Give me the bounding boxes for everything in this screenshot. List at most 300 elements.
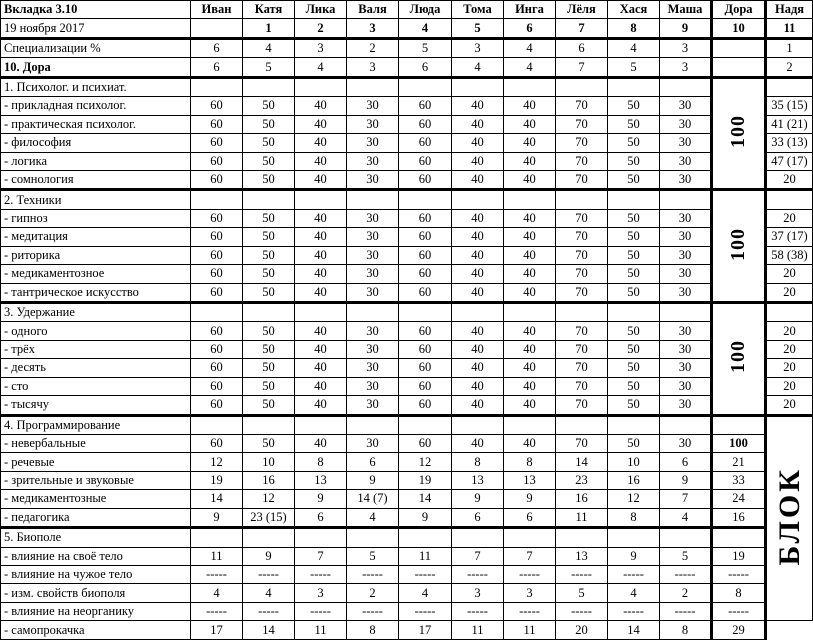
empty-cell — [399, 77, 452, 96]
value-cell: 3 — [347, 58, 399, 77]
value-cell: 40 — [452, 283, 504, 302]
empty-cell — [347, 77, 399, 96]
value-cell: 6 — [191, 58, 243, 77]
section-title: 3. Удержание — [1, 302, 191, 321]
value-cell: 40 — [504, 170, 556, 189]
value-cell: 30 — [660, 209, 712, 227]
value-cell: 70 — [556, 359, 608, 377]
data-row — [1, 97, 813, 115]
value-cell: 14 (7) — [347, 490, 399, 508]
value-cell: 5 — [243, 58, 295, 77]
nadya-value: 47 (17) — [766, 152, 813, 170]
value-cell: 60 — [399, 170, 452, 189]
empty-cell — [660, 77, 712, 96]
value-cell: 40 — [295, 435, 347, 453]
value-cell: 50 — [608, 265, 660, 283]
value-cell: 30 — [347, 246, 399, 264]
empty-cell — [504, 302, 556, 321]
value-cell: 6 — [556, 38, 608, 57]
value-cell: 50 — [243, 246, 295, 264]
value-cell: ----- — [295, 566, 347, 584]
value-cell: 50 — [608, 340, 660, 358]
data-row — [1, 359, 813, 377]
data-row — [1, 490, 813, 508]
header-numbers-row — [1, 19, 813, 38]
value-cell: 60 — [399, 396, 452, 415]
nadya-block-cell — [766, 415, 813, 621]
row-label: - трёх — [1, 340, 191, 358]
empty-cell — [399, 415, 452, 434]
value-cell: 30 — [347, 435, 399, 453]
column-name: Лёля — [556, 1, 608, 19]
value-cell: 60 — [399, 228, 452, 246]
data-row — [1, 621, 813, 640]
value-cell: 70 — [556, 322, 608, 340]
value-cell: 50 — [243, 283, 295, 302]
value-cell: 60 — [399, 209, 452, 227]
nadya-value: 35 (15) — [766, 97, 813, 115]
value-cell: 60 — [191, 377, 243, 395]
column-number: 9 — [660, 19, 712, 38]
column-number: 6 — [504, 19, 556, 38]
value-cell: 40 — [295, 340, 347, 358]
value-cell: 30 — [660, 152, 712, 170]
value-cell: 21 — [712, 453, 766, 471]
nadya-value: 20 — [766, 283, 813, 302]
value-cell: 19 — [399, 471, 452, 489]
value-cell: 1 — [766, 38, 813, 57]
value-cell: ----- — [660, 602, 712, 620]
value-cell: 9 — [243, 547, 295, 565]
value-cell: ----- — [347, 566, 399, 584]
value-cell: 8 — [347, 621, 399, 640]
data-row — [1, 396, 813, 415]
value-cell: ----- — [504, 602, 556, 620]
value-cell: 5 — [608, 58, 660, 77]
value-cell: 50 — [608, 377, 660, 395]
value-cell: 13 — [556, 547, 608, 565]
empty-cell — [766, 302, 813, 321]
value-cell: 13 — [504, 471, 556, 489]
nadya-value: 58 (38) — [766, 246, 813, 264]
value-cell: 40 — [295, 283, 347, 302]
value-cell: 30 — [347, 283, 399, 302]
data-row — [1, 377, 813, 395]
value-cell: ----- — [712, 602, 766, 620]
empty-cell — [608, 77, 660, 96]
column-name: Иван — [191, 1, 243, 19]
value-cell: 60 — [399, 435, 452, 453]
value-cell: 12 — [243, 490, 295, 508]
section-title: 1. Психолог. и психиат. — [1, 77, 191, 96]
empty-cell — [660, 190, 712, 209]
value-cell: 3 — [660, 58, 712, 77]
value-cell: ----- — [243, 566, 295, 584]
data-row — [1, 209, 813, 227]
value-cell: 40 — [504, 265, 556, 283]
row-label: - тантрическое искусство — [1, 283, 191, 302]
value-cell: 60 — [399, 246, 452, 264]
value-cell: 70 — [556, 152, 608, 170]
value-cell: 11 — [295, 621, 347, 640]
data-row — [1, 471, 813, 489]
value-cell: 70 — [556, 435, 608, 453]
empty-cell — [712, 415, 766, 434]
value-cell: 60 — [191, 322, 243, 340]
value-cell: 7 — [504, 547, 556, 565]
section-header-row — [1, 302, 813, 321]
row-label: - невербальные — [1, 435, 191, 453]
empty-cell — [712, 528, 766, 547]
value-cell: 70 — [556, 265, 608, 283]
value-cell: 30 — [660, 97, 712, 115]
value-cell: 40 — [295, 209, 347, 227]
score-100-mark: 100 — [727, 227, 749, 261]
value-cell: 50 — [608, 322, 660, 340]
value-cell: 5 — [556, 584, 608, 602]
value-cell: 6 — [347, 453, 399, 471]
value-cell: 30 — [660, 228, 712, 246]
value-cell: 4 — [452, 58, 504, 77]
section-header-row — [1, 415, 813, 434]
value-cell: 50 — [243, 265, 295, 283]
row-label: - влияние на своё тело — [1, 547, 191, 565]
value-cell: 5 — [399, 38, 452, 57]
data-row — [1, 453, 813, 471]
value-cell: 50 — [608, 359, 660, 377]
empty-cell — [243, 528, 295, 547]
value-cell: 50 — [608, 209, 660, 227]
value-cell: 40 — [295, 377, 347, 395]
value-cell: 30 — [660, 377, 712, 395]
value-cell: 40 — [295, 152, 347, 170]
value-cell: 40 — [295, 115, 347, 133]
value-cell: 60 — [191, 209, 243, 227]
value-cell: 40 — [504, 246, 556, 264]
value-cell: 40 — [452, 170, 504, 189]
value-cell: 7 — [660, 490, 712, 508]
value-cell: 60 — [399, 115, 452, 133]
empty-cell — [452, 77, 504, 96]
data-row — [1, 152, 813, 170]
empty-cell — [766, 190, 813, 209]
data-row — [1, 340, 813, 358]
value-cell: 50 — [243, 435, 295, 453]
column-number — [191, 19, 243, 38]
value-cell: 60 — [191, 152, 243, 170]
value-cell: ----- — [347, 602, 399, 620]
empty-cell — [347, 415, 399, 434]
value-cell: 30 — [660, 265, 712, 283]
value-cell: 10 — [608, 453, 660, 471]
value-cell: 8 — [295, 453, 347, 471]
data-row — [1, 547, 813, 565]
value-cell: 40 — [504, 209, 556, 227]
value-cell: 30 — [347, 97, 399, 115]
row-label: - прикладная психолог. — [1, 97, 191, 115]
value-cell: 3 — [295, 38, 347, 57]
empty-cell — [660, 302, 712, 321]
row-label: - логика — [1, 152, 191, 170]
value-cell: 30 — [347, 265, 399, 283]
value-cell: 40 — [295, 170, 347, 189]
value-cell: 40 — [452, 340, 504, 358]
nadya-value: 20 — [766, 322, 813, 340]
column-number: 5 — [452, 19, 504, 38]
value-cell: 30 — [660, 283, 712, 302]
row-label: - зрительные и звуковые — [1, 471, 191, 489]
value-cell: 40 — [295, 97, 347, 115]
value-cell: 60 — [399, 134, 452, 152]
row-label: - практическая психолог. — [1, 115, 191, 133]
empty-cell — [608, 190, 660, 209]
value-cell: 30 — [660, 134, 712, 152]
value-cell: 16 — [608, 471, 660, 489]
value-cell: 4 — [243, 584, 295, 602]
empty-cell — [347, 302, 399, 321]
value-cell: 40 — [452, 97, 504, 115]
value-cell: 30 — [660, 340, 712, 358]
empty-cell — [556, 528, 608, 547]
value-cell: 8 — [452, 453, 504, 471]
value-cell: 6 — [191, 38, 243, 57]
value-cell: 60 — [399, 97, 452, 115]
value-cell: 60 — [399, 152, 452, 170]
value-cell: 60 — [191, 435, 243, 453]
empty-cell — [556, 415, 608, 434]
value-cell: 30 — [347, 134, 399, 152]
value-cell: 2 — [766, 58, 813, 77]
empty-cell — [608, 528, 660, 547]
value-cell: 8 — [712, 584, 766, 602]
value-cell: 30 — [347, 115, 399, 133]
value-cell: 16 — [243, 471, 295, 489]
empty-cell — [452, 302, 504, 321]
data-row — [1, 508, 813, 527]
value-cell: 50 — [243, 322, 295, 340]
score-100-mark: 100 — [727, 115, 749, 149]
row-label: - сто — [1, 377, 191, 395]
row-label: - самопрокачка — [1, 621, 191, 640]
value-cell: 40 — [452, 359, 504, 377]
value-cell: 3 — [295, 584, 347, 602]
value-cell: 4 — [191, 584, 243, 602]
value-cell: 6 — [295, 508, 347, 527]
specializations-row — [1, 38, 813, 57]
column-number: 1 — [243, 19, 295, 38]
value-cell: 11 — [452, 621, 504, 640]
value-cell: 40 — [452, 435, 504, 453]
row-label: - медитация — [1, 228, 191, 246]
column-number: 8 — [608, 19, 660, 38]
column-name: Инга — [504, 1, 556, 19]
data-row — [1, 435, 813, 453]
value-cell: 60 — [191, 134, 243, 152]
value-cell: ----- — [504, 566, 556, 584]
data-row — [1, 115, 813, 133]
sheet-date: 19 ноября 2017 — [1, 19, 191, 38]
empty-cell — [660, 415, 712, 434]
empty-cell — [452, 190, 504, 209]
data-row — [1, 134, 813, 152]
empty-cell — [399, 190, 452, 209]
value-cell: 50 — [243, 115, 295, 133]
value-cell: 24 — [712, 490, 766, 508]
nadya-value: 33 (13) — [766, 134, 813, 152]
value-cell: 50 — [243, 134, 295, 152]
value-cell: 11 — [191, 547, 243, 565]
value-cell: 20 — [556, 621, 608, 640]
value-cell: 40 — [504, 322, 556, 340]
value-cell: 9 — [608, 547, 660, 565]
value-cell: 40 — [504, 283, 556, 302]
data-row — [1, 602, 813, 620]
value-cell: 40 — [504, 228, 556, 246]
value-cell: 6 — [504, 508, 556, 527]
value-cell: 50 — [608, 170, 660, 189]
value-cell: 60 — [191, 359, 243, 377]
value-cell: 70 — [556, 246, 608, 264]
dora-100-cell — [712, 77, 766, 190]
row-label: - сомнология — [1, 170, 191, 189]
row-label: - изм. свойств биополя — [1, 584, 191, 602]
value-cell: 60 — [399, 340, 452, 358]
value-cell: 40 — [504, 377, 556, 395]
value-cell: 13 — [452, 471, 504, 489]
value-cell: 30 — [347, 209, 399, 227]
row-label: - философия — [1, 134, 191, 152]
value-cell: 23 — [556, 471, 608, 489]
value-cell: 5 — [347, 547, 399, 565]
column-name: Маша — [660, 1, 712, 19]
value-cell: 50 — [243, 396, 295, 415]
value-cell: 30 — [660, 396, 712, 415]
section-title: 5. Биополе — [1, 528, 191, 547]
value-cell: 40 — [452, 115, 504, 133]
value-cell: 40 — [452, 322, 504, 340]
nadya-value: 20 — [766, 265, 813, 283]
section-title: 2. Техники — [1, 190, 191, 209]
value-cell: 60 — [399, 322, 452, 340]
column-name: Лика — [295, 1, 347, 19]
value-cell: 50 — [608, 435, 660, 453]
value-cell: 9 — [452, 490, 504, 508]
value-cell: 4 — [347, 508, 399, 527]
score-100-mark: 100 — [727, 340, 749, 374]
value-cell: 6 — [452, 508, 504, 527]
value-cell: 40 — [504, 152, 556, 170]
value-cell: 30 — [660, 246, 712, 264]
value-cell: 12 — [399, 453, 452, 471]
value-cell: 12 — [608, 490, 660, 508]
row-label: - медикаментозные — [1, 490, 191, 508]
nadya-value: 41 (21) — [766, 115, 813, 133]
value-cell: 40 — [504, 435, 556, 453]
value-cell: ----- — [452, 602, 504, 620]
value-cell: 2 — [347, 38, 399, 57]
column-name: Тома — [452, 1, 504, 19]
row-label: - речевые — [1, 453, 191, 471]
specializations-row-label: Специализации % — [1, 38, 191, 57]
value-cell: 4 — [608, 584, 660, 602]
value-cell: 50 — [243, 228, 295, 246]
empty-cell — [191, 190, 243, 209]
value-cell: ----- — [295, 602, 347, 620]
value-cell: 4 — [295, 58, 347, 77]
value-cell: 3 — [504, 584, 556, 602]
value-cell: 60 — [191, 283, 243, 302]
column-number: 10 — [712, 19, 766, 38]
data-row — [1, 584, 813, 602]
column-name: Люда — [399, 1, 452, 19]
value-cell: 23 (15) — [243, 508, 295, 527]
nadya-value: 20 — [766, 359, 813, 377]
dora-row-label: 10. Дора — [1, 58, 191, 77]
empty-cell — [608, 415, 660, 434]
dora-row — [1, 58, 813, 77]
row-label: - педагогика — [1, 508, 191, 527]
empty-cell — [608, 302, 660, 321]
row-label: - влияние на неорганику — [1, 602, 191, 620]
value-cell: 14 — [399, 490, 452, 508]
block-mark: БЛОК — [773, 467, 806, 566]
value-cell: 7 — [556, 58, 608, 77]
value-cell: 9 — [347, 471, 399, 489]
value-cell: 14 — [608, 621, 660, 640]
empty-cell — [243, 302, 295, 321]
value-cell: ----- — [712, 566, 766, 584]
value-cell: 50 — [243, 377, 295, 395]
value-cell: ----- — [191, 602, 243, 620]
value-cell: 9 — [504, 490, 556, 508]
empty-cell — [660, 528, 712, 547]
section-title: 4. Программирование — [1, 415, 191, 434]
column-number: 11 — [766, 19, 813, 38]
value-cell: 70 — [556, 377, 608, 395]
value-cell: 40 — [504, 396, 556, 415]
value-cell: 4 — [504, 38, 556, 57]
empty-cell — [295, 302, 347, 321]
section-header-row — [1, 77, 813, 96]
row-label: - влияние на чужое тело — [1, 566, 191, 584]
data-row — [1, 283, 813, 302]
value-cell: 4 — [608, 38, 660, 57]
value-cell: 30 — [347, 340, 399, 358]
value-cell: 40 — [452, 396, 504, 415]
value-cell: 9 — [191, 508, 243, 527]
header-names-row — [1, 1, 813, 19]
value-cell: 40 — [452, 265, 504, 283]
value-cell: 70 — [556, 97, 608, 115]
value-cell: ----- — [660, 566, 712, 584]
value-cell: 70 — [556, 115, 608, 133]
value-cell: 50 — [243, 152, 295, 170]
value-cell: 40 — [504, 115, 556, 133]
empty-cell — [504, 415, 556, 434]
row-label: - одного — [1, 322, 191, 340]
empty-cell — [243, 190, 295, 209]
value-cell: 40 — [295, 396, 347, 415]
nadya-value: 37 (17) — [766, 228, 813, 246]
value-cell: ----- — [556, 602, 608, 620]
empty-cell — [556, 77, 608, 96]
value-cell: 60 — [191, 115, 243, 133]
value-cell: 40 — [452, 209, 504, 227]
value-cell: 100 — [712, 435, 766, 453]
value-cell: 6 — [660, 453, 712, 471]
data-row — [1, 246, 813, 264]
value-cell: 40 — [452, 246, 504, 264]
